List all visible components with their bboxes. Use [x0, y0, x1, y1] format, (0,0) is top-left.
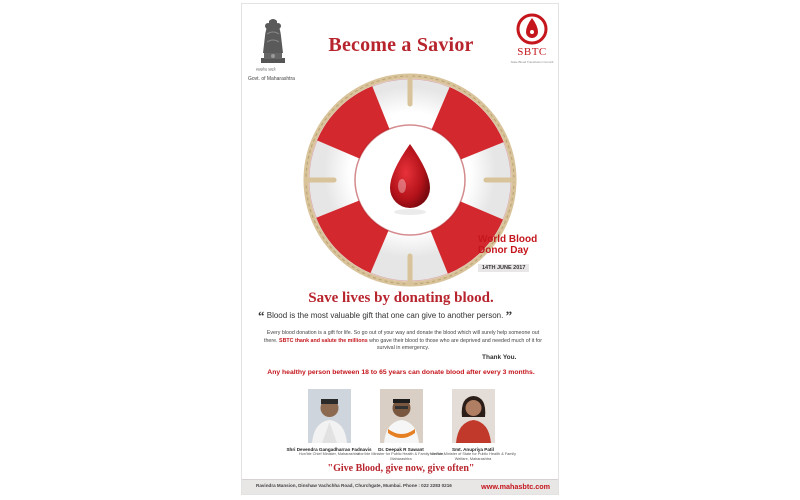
slogan: "Give Blood, give now, give often"	[327, 463, 475, 474]
person-photo-icon	[452, 389, 495, 443]
badge-date: 14TH JUNE 2017	[478, 264, 529, 272]
close-quote-icon: ”	[505, 308, 513, 323]
badge-line2: Donor Day	[478, 245, 529, 256]
footer-address: Ravindra Mansion, Dinshaw Vachchha Road, Churchgate, Mumbai. Phone : 022 2283 0216	[256, 483, 452, 488]
person-photo	[452, 389, 495, 443]
quote-text: Blood is the most valuable gift that one can give to another person.	[266, 311, 504, 320]
person-name: Dr. Deepak R Sawant	[378, 447, 424, 452]
sbtc-logo-text: SBTC	[517, 46, 547, 58]
eligibility-text: Any healthy person between 18 to 65 years can donate blood after every 3 months.	[267, 369, 535, 376]
body-paragraph	[262, 330, 544, 353]
person-photo-icon	[308, 389, 351, 443]
tagline: Save lives by donating blood.	[308, 290, 494, 306]
person-role: Hon'ble Minister for Public Health & Family Welfare, Maharashtra	[357, 452, 445, 461]
para-highlight: SBTC thank and salute the millions	[279, 337, 368, 344]
emblem-caption: Govt. of Maharashtra	[248, 76, 295, 82]
poster	[241, 3, 559, 495]
footer-bar	[242, 479, 559, 494]
world-blood-donor-day-badge	[478, 234, 554, 274]
badge-line1: World Blood	[478, 234, 538, 245]
person-photo-icon	[380, 389, 423, 443]
para-part2: who gave their blood to those who are deprived and needed much of it for survival in emergency.	[369, 337, 542, 352]
emblem-motto: सत्यमेव जयते	[256, 67, 276, 72]
person-photo	[308, 389, 351, 443]
sbtc-drop-logo-icon	[510, 12, 554, 48]
person-photo	[380, 389, 423, 443]
person-name: Smt. Anupriya Patil	[452, 447, 494, 452]
para-part1: Every blood donation is a gift for life. So go out of your way and donate the blood which will surely help someone out there.	[264, 330, 540, 344]
quote	[258, 308, 548, 324]
sbtc-logo-subtext: State Blood Transfusion Council	[510, 60, 554, 64]
headline: Become a Savior	[328, 34, 474, 56]
footer-website: www.mahasbtc.com	[481, 482, 550, 491]
person-card	[428, 389, 518, 461]
person-name: Shri Devendra Gangadharrao Fadnavis	[286, 447, 372, 452]
open-quote-icon: “	[258, 308, 265, 323]
person-role: Hon'ble Chief Minister, Maharashtra	[298, 452, 360, 456]
thank-you-text: Thank You.	[482, 354, 517, 361]
person-role: Hon'ble Minister of State for Public Health & Family Welfare, Maharashtra	[430, 452, 516, 461]
